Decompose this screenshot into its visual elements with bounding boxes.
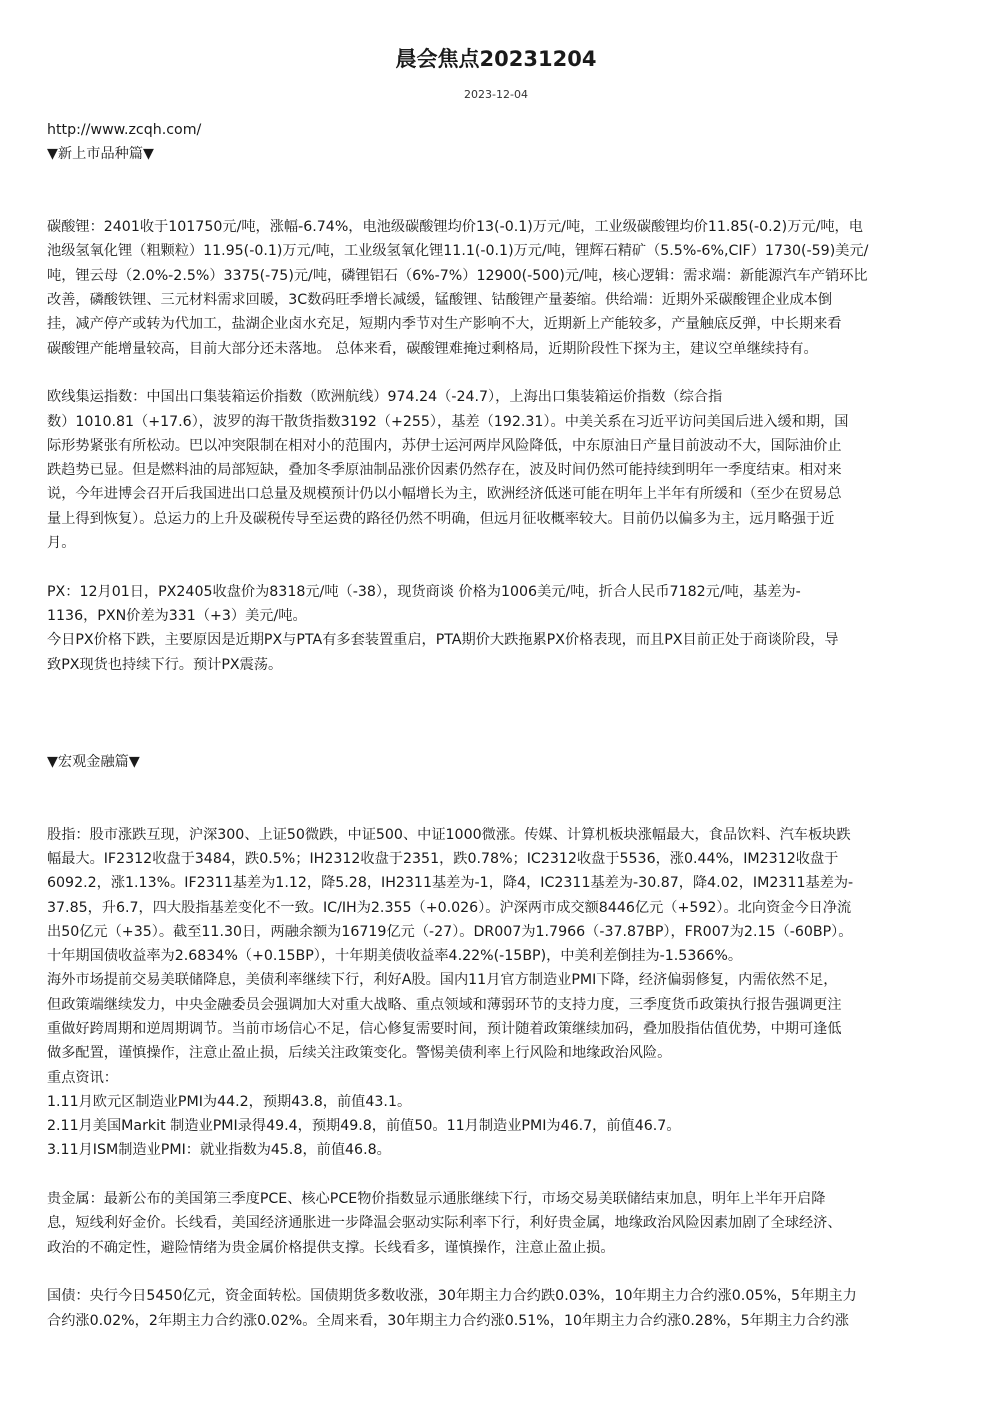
text-line: 做多配置，谨慎操作，注意止盈止损，后续关注政策变化。警惕美债利率上行风险和地缘政治风险。 [47,1045,672,1062]
text-line: 6092.2，涨1.13%。IF2311基差为1.12，降5.28，IH2311基差为-1，降4，IC2311基差为-30.87，降4.02，IM2311基差为- [47,875,854,892]
report-body [47,118,945,1333]
text-line: 幅最大。IF2312收盘于3484，跌0.5%；IH2312收盘于2351，跌0.78%；IC2312收盘于5536，涨0.44%，IM2312收盘于 [47,850,839,867]
report-title: 晨会焦点20231204 [395,47,597,71]
text-line: 量上得到恢复）。总运力的上升及碳税传导至运费的路径仍然不明确，但远月征收概率较大。目前仍以偏多为主，远月略强于近 [47,510,835,527]
paragraph-container-freight [47,385,945,555]
section-heading-new-listings: ▼新上市品种篇▼ [47,146,154,163]
text-line: 际形势紧张有所松动。巴以冲突限制在相对小的范围内，苏伊士运河两岸风险降低，中东原油日产量目前波动不大，国际油价止 [47,437,842,454]
text-line: 但政策端继续发力，中央金融委员会强调加大对重大战略、重点领域和薄弱环节的支持力度，三季度货币政策执行报告强调更注 [47,996,842,1013]
text-line: 欧线集运指数：中国出口集装箱运价指数（欧洲航线）974.24（-24.7），上海出口集装箱运价指数（综合指 [47,389,723,406]
paragraph-precious-metals [47,1187,945,1260]
paragraph-px [47,580,945,677]
text-line: 碳酸锂：2401收于101750元/吨，涨幅-6.74%，电池级碳酸锂均价13(-0.1)万元/吨，工业级碳酸锂均价11.85(-0.2)万元/吨，电 [47,219,863,236]
report-date: 2023-12-04 [464,88,528,101]
text-line: 2.11月美国Markit 制造业PMI录得49.4，预期49.8，前值50。11月制造业PMI为46.7，前值46.7。 [47,1118,681,1135]
text-line: 十年期国债收益率为2.6834%（+0.15BP），十年期美债收益率4.22%(-15BP)，中美利差倒挂为-1.5366%。 [47,948,743,965]
text-line: 月。 [47,535,76,552]
text-line: 息，短线利好金价。长线看，美国经济通胀进一步降温会驱动实际利率下行，利好贵金属，地缘政治风险因素加剧了全球经济、 [47,1215,842,1232]
text-line: 数）1010.81（+17.6），波罗的海干散货指数3192（+255），基差（192.31）。中美关系在习近平访问美国后进入缓和期，国 [47,413,849,430]
paragraph-stock-index [47,823,945,1163]
paragraph-lithium-carbonate [47,215,945,361]
text-line: PX：12月01日，PX2405收盘价为8318元/吨（-38），现货商谈 价格为1006美元/吨，折合人民币7182元/吨，基差为- [47,583,801,600]
text-line: 政治的不确定性，避险情绪为贵金属价格提供支撑。长线看多，谨慎操作，注意止盈止损。 [47,1239,615,1256]
text-line: 重点资讯： [47,1069,118,1086]
text-line: 出50亿元（+35）。截至11.30日，两融余额为16719亿元（-27）。DR007为1.7966（-37.87BP），FR007为2.15（-60BP）。 [47,923,853,940]
text-line: 海外市场提前交易美联储降息，美债利率继续下行，利好A股。国内11月官方制造业PMI下降，经济偏弱修复，内需依然不足， [47,972,838,989]
text-line: 3.11月ISM制造业PMI：就业指数为45.8，前值46.8。 [47,1142,391,1159]
text-line: 1136，PXN价差为331（+3）美元/吨。 [47,607,307,624]
paragraph-treasury-bonds [47,1284,945,1333]
text-line: 说，今年进博会召开后我国进出口总量及规模预计仍以小幅增长为主，欧洲经济低迷可能在明年上半年有所缓和（至少在贸易总 [47,486,842,503]
text-line: 改善，磷酸铁锂、三元材料需求回暖，3C数码旺季增长减缓，锰酸锂、钴酸锂产量萎缩。供给端：近期外采碳酸锂企业成本倒 [47,292,833,309]
text-line: 吨，锂云母（2.0%-2.5%）3375(-75)元/吨，磷锂铝石（6%-7%）12900(-500)元/吨，核心逻辑：需求端：新能源汽车产销环比 [47,267,868,284]
text-line: 1.11月欧元区制造业PMI为44.2，预期43.8，前值43.1。 [47,1093,412,1110]
text-line: 池级氢氧化锂（粗颗粒）11.95(-0.1)万元/吨，工业级氢氧化锂11.1(-0.1)万元/吨，锂辉石精矿（5.5%-6%,CIF）1730(-59)美元/ [47,243,869,260]
text-line: 股指：股市涨跌互现，沪深300、上证50微跌，中证500、中证1000微涨。传媒、计算机板块涨幅最大，食品饮料、汽车板块跌 [47,826,851,843]
text-line: 37.85，升6.7，四大股指基差变化不一致。IC/IH为2.355（+0.026）。沪深两市成交额8446亿元（+592）。北向资金今日净流 [47,899,852,916]
text-line: 国债：央行今日5450亿元，资金面转松。国债期货多数收涨，30年期主力合约跌0.03%，10年期主力合约涨0.05%，5年期主力 [47,1288,857,1305]
text-line: 重做好跨周期和逆周期调节。当前市场信心不足，信心修复需要时间，预计随着政策继续加码，叠加股指估值优势，中期可逢低 [47,1020,842,1037]
text-line: 合约涨0.02%，2年期主力合约涨0.02%。全周来看，30年期主力合约涨0.51%，10年期主力合约涨0.28%，5年期主力合约涨 [47,1312,849,1329]
text-line: 贵金属：最新公布的美国第三季度PCE、核心PCE物价指数显示通胀继续下行，市场交易美联储结束加息，明年上半年开启降 [47,1191,826,1208]
website-link[interactable]: http://www.zcqh.com/ [47,122,202,138]
text-line: 今日PX价格下跌，主要原因是近期PX与PTA有多套装置重启，PTA期价大跌拖累PX价格表现，而且PX目前正处于商谈阶段，导 [47,632,839,649]
section-heading-macro-finance: ▼宏观金融篇▼ [47,753,140,770]
text-line: 致PX现货也持续下行。预计PX震荡。 [47,656,283,673]
text-line: 碳酸锂产能增量较高，目前大部分还未落地。 总体来看，碳酸锂难掩过剩格局，近期阶段性下探为主，建议空单继续持有。 [47,340,818,357]
text-line: 跌趋势已显。但是燃料油的局部短缺，叠加冬季原油制品涨价因素仍然存在，波及时间仍然可能持续到明年一季度结束。相对来 [47,462,842,479]
text-line: 挂，减产停产或转为代加工，盐湖企业卤水充足，短期内季节对生产影响不大，近期新上产能较多，产量触底反弹，中长期来看 [47,316,842,333]
